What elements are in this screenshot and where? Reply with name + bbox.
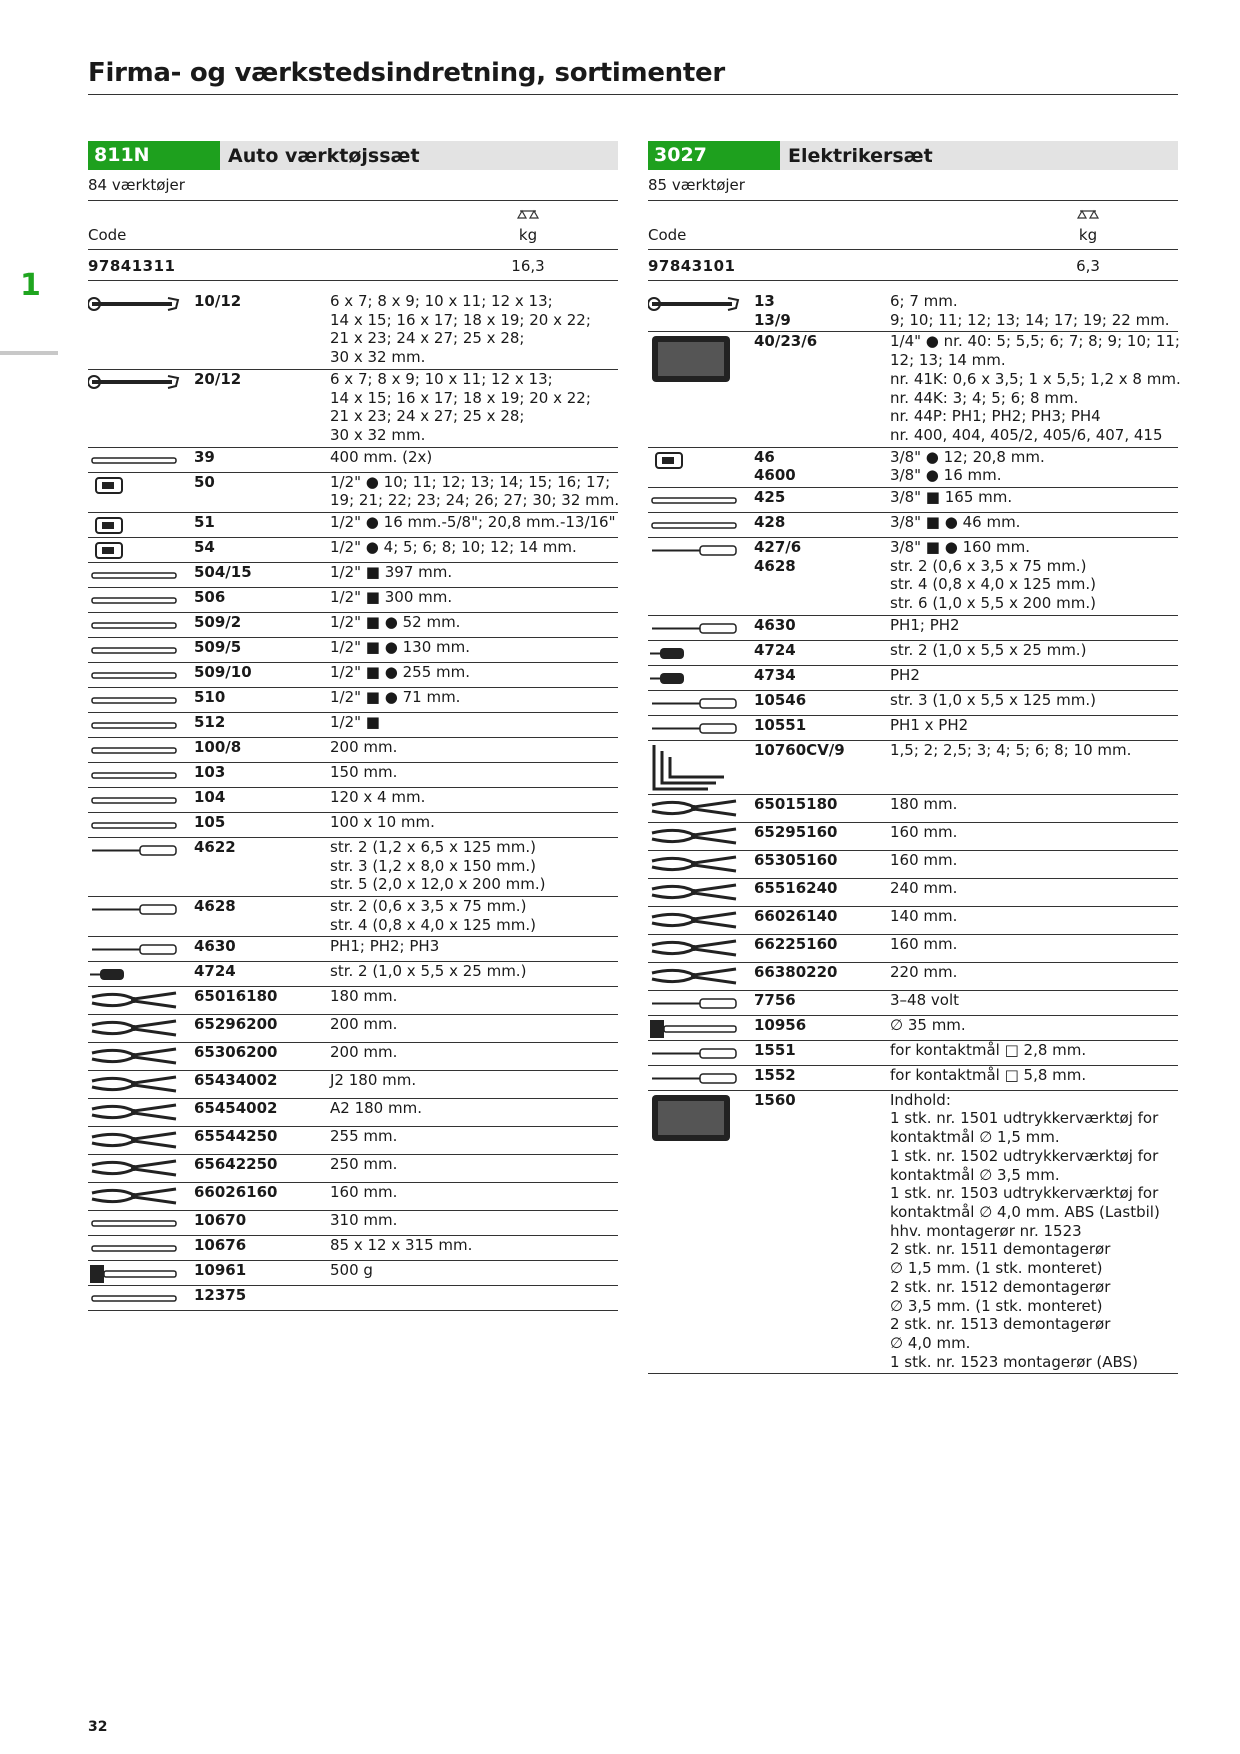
item-code: 13 13/9 bbox=[754, 292, 791, 329]
list-item bbox=[88, 613, 618, 638]
list-item bbox=[88, 663, 618, 688]
item-description: 240 mm. bbox=[890, 878, 958, 897]
ratchet-icon bbox=[88, 713, 194, 737]
screwdriver-icon bbox=[88, 897, 194, 921]
item-code: 10676 bbox=[194, 1236, 247, 1255]
item-code: 4622 bbox=[194, 837, 236, 856]
list-item bbox=[88, 1099, 618, 1127]
item-code: 65306200 bbox=[194, 1043, 278, 1062]
pliers-icon bbox=[648, 795, 754, 819]
item-description: 100 x 10 mm. bbox=[330, 812, 435, 831]
item-description: 250 mm. bbox=[330, 1155, 398, 1174]
item-code: 54 bbox=[194, 537, 215, 556]
item-description: J2 180 mm. bbox=[330, 1071, 417, 1090]
list-item bbox=[648, 538, 1178, 616]
extension-medium-icon bbox=[88, 638, 194, 662]
circlip-pliers-icon bbox=[88, 1099, 194, 1123]
list-item bbox=[88, 897, 618, 937]
scale-icon bbox=[508, 208, 548, 222]
list-item bbox=[88, 1286, 618, 1311]
kg-header: kg bbox=[1078, 226, 1098, 244]
item-description: str. 2 (1,0 x 5,5 x 25 mm.) bbox=[890, 640, 1087, 659]
item-code: 65305160 bbox=[754, 850, 838, 869]
tyre-lever-icon bbox=[88, 448, 194, 472]
item-code: 1552 bbox=[754, 1065, 796, 1084]
item-code: 66026160 bbox=[194, 1183, 278, 1202]
item-description: 1/2" ■ bbox=[330, 712, 380, 731]
hammer-icon bbox=[88, 1261, 194, 1285]
section-title: Elektrikersæt bbox=[788, 144, 933, 167]
item-code: 10551 bbox=[754, 715, 807, 734]
list-item bbox=[648, 616, 1178, 641]
item-description: 1/2" ■ ● 255 mm. bbox=[330, 662, 470, 681]
item-list bbox=[648, 292, 1181, 1374]
item-description: 3–48 volt bbox=[890, 990, 960, 1009]
list-item bbox=[648, 741, 1178, 795]
tool-count: 84 værktøjer bbox=[88, 170, 618, 201]
list-item bbox=[88, 1015, 618, 1043]
item-code: 39 bbox=[194, 447, 215, 466]
item-code: 65015180 bbox=[754, 794, 838, 813]
item-description: PH2 bbox=[890, 665, 920, 684]
item-code: 20/12 bbox=[194, 369, 242, 388]
crimping-pliers-icon bbox=[648, 963, 754, 987]
code-header: Code bbox=[648, 226, 687, 244]
extraction-tool-icon bbox=[648, 1041, 754, 1065]
list-item bbox=[88, 1127, 618, 1155]
item-description: PH1; PH2 bbox=[890, 615, 960, 634]
list-item bbox=[648, 1041, 1178, 1066]
list-item bbox=[648, 823, 1178, 851]
item-description: 1/2" ■ ● 52 mm. bbox=[330, 612, 461, 631]
list-item bbox=[648, 1091, 1178, 1375]
item-code: 104 bbox=[194, 787, 226, 806]
list-item bbox=[88, 638, 618, 663]
item-description: ∅ 35 mm. bbox=[890, 1015, 966, 1034]
screwdriver-icon bbox=[88, 937, 194, 961]
pliers-icon bbox=[88, 1043, 194, 1067]
list-item bbox=[648, 691, 1178, 716]
hammer-icon bbox=[648, 1016, 754, 1040]
section-3027 bbox=[648, 141, 1181, 1374]
list-item bbox=[648, 488, 1178, 513]
item-code: 10956 bbox=[754, 1015, 807, 1034]
item-code: 65016180 bbox=[194, 987, 278, 1006]
brush-icon bbox=[88, 1211, 194, 1235]
deep-socket-icon bbox=[648, 448, 754, 472]
item-code: 65642250 bbox=[194, 1155, 278, 1174]
item-description: str. 2 (1,0 x 5,5 x 25 mm.) bbox=[330, 962, 527, 981]
section-title: Auto værktøjssæt bbox=[228, 144, 420, 167]
item-description: 1/2" ■ ● 130 mm. bbox=[330, 637, 470, 656]
section-header bbox=[648, 141, 1178, 170]
punch-icon bbox=[88, 788, 194, 812]
tool-roll-icon bbox=[88, 1286, 194, 1310]
screwdriver-icon bbox=[648, 538, 754, 562]
item-description: 220 mm. bbox=[890, 962, 958, 981]
offset-screwdriver-icon bbox=[648, 691, 754, 715]
list-item bbox=[88, 473, 618, 513]
side-cutter-icon bbox=[88, 1183, 194, 1207]
list-item bbox=[88, 688, 618, 713]
list-item bbox=[88, 813, 618, 838]
item-code: 10670 bbox=[194, 1211, 247, 1230]
item-code: 105 bbox=[194, 812, 226, 831]
extension-bar-icon bbox=[88, 563, 194, 587]
item-code: 65295160 bbox=[754, 822, 838, 841]
item-description: for kontaktmål □ 2,8 mm. bbox=[890, 1040, 1087, 1059]
item-code: 103 bbox=[194, 762, 226, 781]
circlip-pliers-icon bbox=[88, 1071, 194, 1095]
item-description: 120 x 4 mm. bbox=[330, 787, 426, 806]
item-code: 425 bbox=[754, 487, 786, 506]
water-pump-pliers-icon bbox=[648, 879, 754, 903]
item-description: 140 mm. bbox=[890, 906, 958, 925]
item-code: 65544250 bbox=[194, 1127, 278, 1146]
item-code: 100/8 bbox=[194, 737, 242, 756]
column-header bbox=[648, 201, 1178, 250]
page-number: 32 bbox=[88, 1719, 108, 1735]
kg-header: kg bbox=[518, 226, 538, 244]
item-description: 1/2" ● 4; 5; 6; 8; 10; 12; 14 mm. bbox=[330, 537, 577, 556]
list-item bbox=[88, 838, 618, 897]
pliers-icon bbox=[648, 851, 754, 875]
item-code: 65434002 bbox=[194, 1071, 278, 1090]
item-description: 160 mm. bbox=[330, 1183, 398, 1202]
extension-short-icon bbox=[88, 613, 194, 637]
item-code: 4628 bbox=[194, 897, 236, 916]
chisel-icon bbox=[88, 763, 194, 787]
item-description: 200 mm. bbox=[330, 1043, 398, 1062]
scale-icon bbox=[1068, 208, 1108, 222]
item-code: 10/12 bbox=[194, 292, 242, 310]
list-item bbox=[648, 332, 1181, 447]
wire-stripper-icon bbox=[648, 935, 754, 959]
item-description: 3/8" ● 12; 20,8 mm. 3/8" ● 16 mm. bbox=[890, 447, 1045, 485]
item-description: 3/8" ■ ● 46 mm. bbox=[890, 512, 1021, 531]
item-description: str. 2 (1,2 x 6,5 x 125 mm.) str. 3 (1,2 x 8,0 x 150 mm.) str. 5 (2,0 x 12,0 x 200 mm.) bbox=[330, 837, 546, 894]
list-item bbox=[88, 1043, 618, 1071]
item-description: 160 mm. bbox=[890, 934, 958, 953]
spark-plug-socket-icon bbox=[88, 513, 194, 537]
item-description: 6; 7 mm. 9; 10; 11; 12; 13; 14; 17; 19; 22 mm. bbox=[890, 292, 1170, 329]
list-item bbox=[88, 937, 618, 962]
list-item bbox=[88, 713, 618, 738]
item-description: 180 mm. bbox=[330, 987, 398, 1006]
combination-wrench-icon bbox=[648, 292, 754, 316]
item-code: 66225160 bbox=[754, 934, 838, 953]
list-item bbox=[88, 738, 618, 763]
screwdriver-icon bbox=[648, 616, 754, 640]
item-description: 500 g bbox=[330, 1261, 373, 1280]
item-code: 1560 bbox=[754, 1090, 796, 1109]
item-code: 427/6 4628 bbox=[754, 537, 802, 575]
column-header bbox=[88, 201, 618, 250]
item-description: 1/2" ■ 397 mm. bbox=[330, 562, 453, 581]
item-code: 66026140 bbox=[754, 906, 838, 925]
list-item bbox=[88, 1236, 618, 1261]
item-code: 509/10 bbox=[194, 662, 252, 681]
item-code: 428 bbox=[754, 512, 786, 531]
item-description: str. 2 (0,6 x 3,5 x 75 mm.) str. 4 (0,8 x 4,0 x 125 mm.) bbox=[330, 897, 536, 934]
item-description: 1/2" ■ ● 71 mm. bbox=[330, 687, 461, 706]
item-description: 1/2" ● 16 mm.-5/8"; 20,8 mm.-13/16" bbox=[330, 512, 616, 531]
item-code: 65454002 bbox=[194, 1099, 278, 1118]
item-description: 310 mm. bbox=[330, 1211, 398, 1230]
list-item bbox=[648, 292, 1178, 332]
item-code: 4724 bbox=[194, 962, 236, 981]
hex-key-set-icon bbox=[648, 741, 754, 793]
order-code: 97843101 bbox=[648, 257, 736, 275]
order-row bbox=[648, 250, 1178, 281]
extension-bar-icon bbox=[88, 588, 194, 612]
order-weight: 6,3 bbox=[1076, 257, 1100, 275]
list-item bbox=[88, 513, 618, 538]
list-item bbox=[648, 1016, 1178, 1041]
item-description: 180 mm. bbox=[890, 794, 958, 813]
item-description: 1/2" ■ 300 mm. bbox=[330, 587, 453, 606]
section-code: 811N bbox=[88, 141, 220, 170]
list-item bbox=[648, 991, 1178, 1016]
page-title: Firma- og værkstedsindretning, sortimenter bbox=[88, 58, 1178, 95]
item-description: 1/2" ● 10; 11; 12; 13; 14; 15; 16; 17; 19; 21; 22; 23; 24; 26; 27; 30; 32 mm. bbox=[330, 472, 620, 510]
item-code: 12375 bbox=[194, 1286, 247, 1305]
stubby-screwdriver-icon bbox=[648, 666, 754, 690]
section-code: 3027 bbox=[648, 141, 780, 170]
item-description: 160 mm. bbox=[890, 822, 958, 841]
list-item bbox=[648, 1066, 1178, 1091]
item-description: 6 x 7; 8 x 9; 10 x 11; 12 x 13; 14 x 15; 16 x 17; 18 x 19; 20 x 22; 21 x 23; 24 x 27; 25 x 28; 30 x 32 mm. bbox=[330, 369, 591, 444]
list-item bbox=[88, 538, 618, 563]
socket-set-case-icon bbox=[648, 332, 754, 386]
item-code: 10546 bbox=[754, 690, 807, 709]
list-item bbox=[648, 716, 1178, 741]
item-description: Indhold: 1 stk. nr. 1501 udtrykkerværktøj for kontaktmål ∅ 1,5 mm. 1 stk. nr. 1502 udtrykkerværktøj for kontaktmål ∅ 3,5 mm. 1 stk. nr. 1503 udtrykkerværktøj for kontaktmål ∅ 4,0 mm. ABS (Lastbil) hhv. montagerør nr. 1523 2 stk. nr. 1511 demontagerør ∅ 1,5 mm. (1 stk. monteret) 2 stk. nr. 1512 demontagerør ∅ 3,5 mm. (1 stk. monteret) 2 stk. nr. 1513 demontagerør ∅ 4,0 mm. 1 stk. nr. 1523 montagerør (ABS) bbox=[890, 1090, 1160, 1371]
item-description: 200 mm. bbox=[330, 1015, 398, 1034]
adapter-icon bbox=[88, 538, 194, 562]
item-code: 4724 bbox=[754, 640, 796, 659]
order-row bbox=[88, 250, 618, 281]
list-item bbox=[88, 448, 618, 473]
list-item bbox=[88, 962, 618, 987]
stubby-screwdriver-icon bbox=[88, 962, 194, 986]
item-description: 400 mm. (2x) bbox=[330, 447, 433, 466]
chapter-bar bbox=[0, 351, 58, 355]
order-weight: 16,3 bbox=[511, 257, 545, 275]
item-code: 65296200 bbox=[194, 1015, 278, 1034]
socket-icon bbox=[88, 473, 194, 497]
item-list bbox=[88, 292, 618, 1311]
tool-count: 85 værktøjer bbox=[648, 170, 1178, 201]
item-description: for kontaktmål □ 5,8 mm. bbox=[890, 1065, 1087, 1084]
extraction-tool-icon bbox=[648, 1066, 754, 1090]
voltage-tester-icon bbox=[648, 991, 754, 1015]
universal-joint-icon bbox=[648, 513, 754, 537]
pliers-icon bbox=[88, 987, 194, 1011]
locking-pliers-icon bbox=[88, 1155, 194, 1179]
pliers-icon bbox=[648, 823, 754, 847]
list-item bbox=[88, 987, 618, 1015]
item-code: 509/2 bbox=[194, 612, 242, 631]
list-item bbox=[648, 641, 1178, 666]
list-item bbox=[648, 513, 1178, 538]
item-description: PH1; PH2; PH3 bbox=[330, 937, 440, 956]
code-header: Code bbox=[88, 226, 127, 244]
item-code: 4630 bbox=[194, 937, 236, 956]
item-description: A2 180 mm. bbox=[330, 1099, 422, 1118]
item-code: 51 bbox=[194, 512, 215, 531]
list-item bbox=[88, 370, 618, 448]
list-item bbox=[648, 935, 1178, 963]
item-code: 1551 bbox=[754, 1040, 796, 1059]
item-description: 3/8" ■ 165 mm. bbox=[890, 487, 1013, 506]
item-code: 46 4600 bbox=[754, 447, 796, 485]
item-code: 7756 bbox=[754, 990, 796, 1009]
list-item bbox=[88, 763, 618, 788]
ring-wrench-icon bbox=[88, 370, 194, 394]
screwdriver-icon bbox=[88, 838, 194, 862]
list-item bbox=[648, 851, 1178, 879]
stubby-screwdriver-icon bbox=[648, 641, 754, 665]
item-code: 66380220 bbox=[754, 962, 838, 981]
list-item bbox=[88, 292, 618, 370]
list-item bbox=[88, 1261, 618, 1286]
section-811n bbox=[88, 141, 618, 1311]
file-icon bbox=[88, 738, 194, 762]
list-item bbox=[88, 588, 618, 613]
list-item bbox=[88, 1155, 618, 1183]
item-description: 255 mm. bbox=[330, 1127, 398, 1146]
list-item bbox=[648, 666, 1178, 691]
item-description: 150 mm. bbox=[330, 762, 398, 781]
item-description: str. 3 (1,0 x 5,5 x 125 mm.) bbox=[890, 690, 1096, 709]
item-code: 4630 bbox=[754, 615, 796, 634]
list-item bbox=[648, 879, 1178, 907]
item-description: 200 mm. bbox=[330, 737, 398, 756]
list-item bbox=[648, 963, 1178, 991]
t-handle-icon bbox=[648, 488, 754, 512]
section-header bbox=[88, 141, 618, 170]
item-code: 509/5 bbox=[194, 637, 242, 656]
punch-icon bbox=[88, 813, 194, 837]
item-code: 506 bbox=[194, 587, 226, 606]
item-code: 4734 bbox=[754, 665, 796, 684]
item-code: 10760CV/9 bbox=[754, 740, 845, 759]
brush-icon bbox=[88, 1236, 194, 1260]
item-description: 85 x 12 x 315 mm. bbox=[330, 1236, 473, 1255]
list-item bbox=[88, 1183, 618, 1211]
item-description: PH1 x PH2 bbox=[890, 715, 969, 734]
item-description: 1/4" ● nr. 40: 5; 5,5; 6; 7; 8; 9; 10; 11; 12; 13; 14 mm. nr. 41K: 0,6 x 3,5; 1 x 5,5; 1,2 x 8 mm. nr. 44K: 3; 4; 5; 6; 8 mm. nr. 44P: PH1; PH2; PH3; PH4 nr. 400, 404, 405/2, 405/6, 407, 415 bbox=[890, 332, 1181, 444]
item-description: 1,5; 2; 2,5; 3; 4; 5; 6; 8; 10 mm. bbox=[890, 740, 1132, 759]
item-description: 160 mm. bbox=[890, 850, 958, 869]
side-cutter-icon bbox=[648, 907, 754, 931]
item-code: 40/23/6 bbox=[754, 332, 818, 351]
extension-long-icon bbox=[88, 663, 194, 687]
item-description: 6 x 7; 8 x 9; 10 x 11; 12 x 13; 14 x 15; 16 x 17; 18 x 19; 20 x 22; 21 x 23; 24 x 27; 25 x 28; 30 x 32 mm. bbox=[330, 292, 591, 367]
list-item bbox=[88, 788, 618, 813]
offset-screwdriver-icon bbox=[648, 716, 754, 740]
item-code: 50 bbox=[194, 472, 215, 491]
universal-joint-icon bbox=[88, 688, 194, 712]
item-description: 3/8" ■ ● 160 mm. str. 2 (0,6 x 3,5 x 75 mm.) str. 4 (0,8 x 4,0 x 125 mm.) str. 6 (1,0 x 5,5 x 200 mm.) bbox=[890, 537, 1096, 613]
open-end-wrench-icon bbox=[88, 292, 194, 316]
water-pump-pliers-icon bbox=[88, 1127, 194, 1151]
item-code: 510 bbox=[194, 687, 226, 706]
item-code: 504/15 bbox=[194, 562, 252, 581]
list-item bbox=[88, 1211, 618, 1236]
list-item bbox=[648, 795, 1178, 823]
item-code: 512 bbox=[194, 712, 226, 731]
list-item bbox=[88, 1071, 618, 1099]
order-code: 97841311 bbox=[88, 257, 176, 275]
item-code: 65516240 bbox=[754, 878, 838, 897]
item-code: 10961 bbox=[194, 1261, 247, 1280]
chapter-number: 1 bbox=[20, 268, 41, 303]
pliers-icon bbox=[88, 1015, 194, 1039]
list-item bbox=[648, 907, 1178, 935]
extraction-kit-case-icon bbox=[648, 1091, 754, 1145]
list-item bbox=[648, 448, 1178, 488]
list-item bbox=[88, 563, 618, 588]
